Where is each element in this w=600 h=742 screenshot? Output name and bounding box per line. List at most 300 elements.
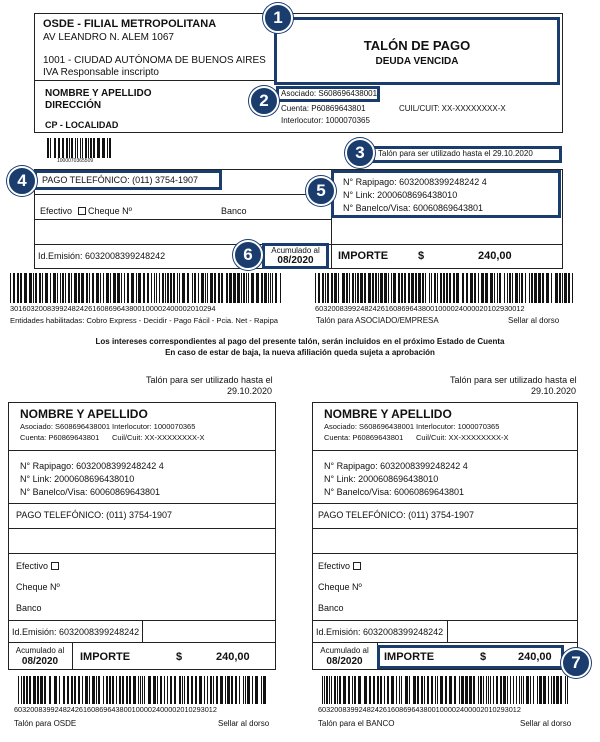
barcode-bar	[461, 676, 464, 704]
barcode-bar	[97, 138, 100, 158]
barcode-bar	[96, 676, 97, 704]
barcode-bar	[233, 273, 236, 303]
barcode-bar	[391, 273, 392, 303]
barcode-bar	[214, 273, 216, 303]
client-cuil: CUIL/CUIT: XX-XXXXXXXX-X	[399, 104, 506, 113]
barcode-bar	[63, 676, 65, 704]
barcode-bar	[411, 273, 414, 303]
barcode-bar	[490, 676, 491, 704]
org-address: AV LEANDRO N. ALEM 1067	[43, 32, 174, 43]
barcode-bar	[434, 273, 436, 303]
left-valid-line1: Talón para ser utilizado hasta el	[146, 375, 273, 385]
barcode-bar	[425, 273, 426, 303]
barcode-bar	[462, 273, 464, 303]
right-coupon-currency: $	[480, 651, 487, 663]
barcode-bar	[199, 676, 202, 704]
barcode-bar	[138, 676, 139, 704]
barcode-bar	[229, 273, 232, 303]
barcode-bar	[109, 676, 111, 704]
barcode-bar	[560, 676, 562, 704]
barcode-bar	[516, 676, 517, 704]
barcode-bar	[324, 676, 325, 704]
barcode-bar	[109, 138, 111, 158]
right-coupon-line-b	[312, 503, 578, 504]
right-coupon-efectivo	[318, 561, 361, 571]
barcode-bar	[480, 676, 482, 704]
barcode-bar	[50, 138, 51, 158]
barcode-bar	[521, 676, 522, 704]
barcode-bar	[337, 676, 338, 704]
barcode-bar	[162, 273, 164, 303]
barcode-bar	[147, 273, 149, 303]
barcode-bar	[177, 273, 178, 303]
right-coupon-emision: Id.Emisión: 6032008399248242	[316, 627, 444, 637]
barcode-bar	[534, 273, 537, 303]
left-coupon-cuenta: Cuenta: P60869643801	[20, 433, 100, 442]
barcode-bar	[192, 273, 193, 303]
barcode-bar	[62, 138, 64, 158]
right-coupon-cheque: Cheque Nº	[318, 582, 362, 592]
barcode-bar	[207, 273, 208, 303]
right-valid-line1: Talón para ser utilizado hasta el	[450, 375, 577, 385]
barcode-bar	[216, 676, 218, 704]
barcode-bar	[110, 273, 111, 303]
barcode-bar	[504, 273, 505, 303]
barcode-bar	[204, 676, 205, 704]
barcode-bar	[96, 273, 99, 303]
sellar-text-right: Sellar al dorso	[520, 719, 572, 728]
barcode-bar	[564, 273, 567, 303]
barcode-bar	[92, 676, 95, 704]
barcode-bar	[116, 676, 117, 704]
barcode-bar	[373, 676, 375, 704]
right-efectivo-checkbox[interactable]	[353, 562, 361, 570]
importe-label: IMPORTE	[338, 250, 389, 262]
barcode-bar	[380, 676, 382, 704]
barcode-bar	[78, 676, 80, 704]
barcode-bar	[513, 676, 514, 704]
barcode-bar	[103, 273, 104, 303]
barcode-bar	[384, 273, 387, 303]
barcode-bar	[331, 273, 333, 303]
barcode-bar	[348, 676, 350, 704]
barcode-bar	[165, 273, 166, 303]
barcode-bar	[503, 676, 506, 704]
barcode-bar	[88, 138, 89, 158]
badge-4-icon: 4	[7, 166, 37, 196]
barcode-bar	[478, 273, 479, 303]
barcode-bar	[129, 676, 131, 704]
right-coupon-amount: 240,00	[518, 651, 552, 663]
barcode-bar	[82, 138, 83, 158]
barcode-bar	[59, 676, 60, 704]
right-coupon-name: NOMBRE Y APELLIDO	[324, 407, 452, 421]
left-coupon-line-b	[8, 503, 276, 504]
left-coupon-line-d	[8, 553, 276, 554]
barcode-bar	[421, 676, 423, 704]
barcode-bar	[44, 676, 46, 704]
right-coupon-acumulado-date: 08/2020	[326, 656, 363, 667]
barcode-bar	[496, 676, 498, 704]
barcode-bar	[478, 676, 479, 704]
barcode-bar	[538, 273, 541, 303]
code-link: N° Link: 2000608696438010	[343, 190, 458, 200]
barcode-bar	[453, 273, 455, 303]
barcode-bar	[220, 676, 223, 704]
barcode-bar	[23, 676, 25, 704]
left-coupon-rapipago: N° Rapipago: 6032008399248242 4	[20, 461, 164, 471]
barcode-bar	[100, 273, 101, 303]
barcode-bar	[69, 138, 70, 158]
barcode-bar	[263, 676, 266, 704]
barcode-left-number: 30160320083992482426160869643800100002400002010294	[10, 304, 216, 313]
left-coupon-importe: IMPORTE	[80, 651, 131, 663]
barcode-bar	[213, 676, 214, 704]
badge-7-icon: 7	[561, 648, 591, 678]
sellar-text-left: Sellar al dorso	[218, 719, 270, 728]
barcode-bar	[388, 273, 389, 303]
barcode-bar	[57, 273, 58, 303]
barcode-bar	[241, 273, 242, 303]
code-rapipago: N° Rapipago: 6032008399248242 4	[343, 177, 487, 187]
currency-symbol: $	[418, 250, 425, 262]
barcode-bar	[86, 273, 88, 303]
barcode-bar	[331, 676, 332, 704]
barcode-bar	[106, 676, 108, 704]
barcode-bar	[565, 676, 566, 704]
barcode-bar	[485, 273, 488, 303]
right-coupon-line-a	[312, 450, 578, 451]
barcode-bar	[446, 273, 448, 303]
barcode-bar	[106, 273, 109, 303]
barcode-bar	[221, 273, 223, 303]
barcode-bar	[187, 676, 189, 704]
left-coupon-emision: Id.Emisión: 6032008399248242	[12, 627, 140, 637]
barcode-bar	[519, 676, 520, 704]
barcode-bar	[33, 273, 34, 303]
barcode-bar	[449, 676, 452, 704]
barcode-bar	[167, 273, 169, 303]
right-coupon-acumulado-label: Acumulado al	[320, 646, 369, 655]
barcode-bar	[509, 273, 511, 303]
barcode-bar	[10, 273, 11, 303]
barcode-bar	[148, 676, 151, 704]
barcode-bar	[113, 273, 116, 303]
barcode-bar	[71, 138, 73, 158]
code-banelco: N° Banelco/Visa: 60060869643801	[343, 203, 484, 213]
barcode-bar	[334, 273, 337, 303]
barcode-bar	[399, 676, 400, 704]
barcode-bar	[237, 273, 240, 303]
barcode-bar	[318, 273, 320, 303]
barcode-bar	[191, 676, 193, 704]
efectivo-checkbox[interactable]	[78, 207, 86, 215]
barcode-bar	[243, 273, 245, 303]
barcode-bar	[67, 676, 69, 704]
barcode-bar	[440, 273, 442, 303]
barcode-bar	[26, 676, 28, 704]
barcode-bar	[37, 676, 39, 704]
client-name: NOMBRE Y APELLIDO	[45, 88, 152, 99]
barcode-bar	[352, 273, 354, 303]
efectivo-text: Efectivo	[40, 206, 73, 216]
barcode-bar	[198, 273, 199, 303]
barcode-bar	[107, 138, 108, 158]
org-iva: IVA Responsable inscripto	[43, 67, 159, 78]
left-coupon-banelco: N° Banelco/Visa: 60060869643801	[20, 487, 161, 497]
barcode-bar	[184, 676, 185, 704]
barcode-left	[10, 273, 282, 303]
barcode-bar	[531, 273, 533, 303]
barcode-bar	[231, 676, 233, 704]
barcode-bar	[179, 273, 180, 303]
barcode-bar	[20, 273, 22, 303]
barcode-bar	[375, 273, 377, 303]
barcode-bar	[58, 138, 60, 158]
barcode-bar	[207, 676, 208, 704]
talon-banco-text: Talón para el BANCO	[318, 719, 395, 728]
talon-subtitle: DEUDA VENCIDA	[375, 56, 459, 67]
barcode-bar	[144, 676, 145, 704]
barcode-right	[315, 273, 575, 303]
barcode-bar	[78, 273, 80, 303]
barcode-bar	[418, 273, 421, 303]
barcode-bar	[483, 676, 484, 704]
barcode-bar	[357, 273, 359, 303]
barcode-bar	[256, 273, 259, 303]
barcode-bar	[417, 676, 419, 704]
barcode-bar	[521, 273, 523, 303]
barcode-bar	[40, 676, 43, 704]
barcode-bar	[334, 676, 336, 704]
emision-text: Id.Emisión: 6032008399248242	[38, 251, 166, 261]
form-row-1	[34, 194, 331, 195]
talon-title: TALÓN DE PAGO	[363, 38, 471, 53]
barcode-bar	[539, 676, 542, 704]
barcode-bar	[364, 676, 367, 704]
badge-6-icon: 6	[233, 240, 263, 270]
barcode-bar	[54, 676, 57, 704]
barcode-bar	[102, 138, 105, 158]
barcode-bar	[449, 273, 451, 303]
barcode-bar	[261, 273, 263, 303]
barcode-bar	[90, 138, 92, 158]
barcode-bar	[156, 273, 157, 303]
barcode-bar	[546, 273, 549, 303]
barcode-bar	[255, 676, 258, 704]
barcode-bar	[82, 676, 83, 704]
barcode-bar	[24, 273, 27, 303]
notice-line-1: Los intereses correspondientes al pago del presente talón, serán incluidos en el próximo Estado de Cuenta	[95, 337, 505, 346]
left-coupon-name: NOMBRE Y APELLIDO	[20, 407, 148, 421]
barcode-bar	[512, 273, 513, 303]
client-interlocutor: Interlocutor: 1000070365	[281, 116, 370, 125]
barcode-bar	[89, 273, 90, 303]
barcode-bar	[131, 273, 134, 303]
barcode-bar	[272, 273, 273, 303]
barcode-bar	[473, 676, 475, 704]
barcode-bar	[39, 273, 41, 303]
barcode-bar	[42, 273, 43, 303]
barcode-bar	[77, 138, 78, 158]
barcode-bar	[251, 273, 254, 303]
barcode-bar	[469, 676, 472, 704]
barcode-bar	[398, 273, 400, 303]
barcode-bar	[210, 273, 213, 303]
barcode-bar	[60, 273, 61, 303]
barcode-bar	[136, 273, 137, 303]
barcode-bar	[133, 676, 136, 704]
barcode-bar	[201, 273, 204, 303]
barcode-bar	[173, 273, 175, 303]
left-efectivo-text: Efectivo	[16, 561, 49, 571]
barcode-bar	[456, 273, 459, 303]
left-coupon-line-a	[8, 450, 276, 451]
barcode-bar	[470, 273, 473, 303]
left-coupon-acumulado-label: Acumulado al	[15, 646, 65, 655]
barcode-bar	[246, 273, 247, 303]
barcode-bar	[443, 273, 445, 303]
banco-label: Banco	[221, 206, 247, 216]
barcode-bar	[93, 138, 95, 158]
barcode-bar	[66, 138, 68, 158]
barcode-bar	[372, 273, 374, 303]
right-coupon-phone: PAGO TELEFÓNICO: (011) 3754-1907	[318, 510, 475, 520]
right-coupon-asociado: Asociado: S608696438001	[324, 422, 415, 431]
barcode-bar	[174, 676, 176, 704]
barcode-bar	[377, 676, 379, 704]
barcode-bar	[182, 676, 183, 704]
barcode-bar	[65, 273, 66, 303]
sellar-text-top: Sellar al dorso	[508, 316, 560, 325]
barcode-bar	[384, 676, 385, 704]
barcode-bar	[252, 676, 253, 704]
right-emision-divider	[447, 620, 448, 642]
acumulado-label: Acumulado al	[271, 246, 320, 255]
barcode-bar	[21, 676, 22, 704]
barcode-bar	[151, 273, 152, 303]
barcode-bar	[349, 273, 350, 303]
barcode-bar	[17, 273, 19, 303]
barcode-bar	[275, 273, 277, 303]
left-coupon-efectivo	[16, 561, 59, 571]
barcode-bar	[154, 273, 155, 303]
valid-until-text: Talón para ser utilizado hasta el 29.10.2020	[378, 149, 533, 158]
barcode-bar	[315, 273, 316, 303]
barcode-bar	[210, 676, 212, 704]
barcode-bar	[264, 273, 267, 303]
left-coupon-acumulado-date: 08/2020	[21, 656, 59, 667]
left-coupon-cuil: Cuil/Cuit: XX-XXXXXXXX-X	[112, 433, 205, 442]
barcode-bar	[248, 273, 249, 303]
barcode-bar	[500, 676, 502, 704]
phone-text: PAGO TELEFÓNICO: (011) 3754-1907	[42, 175, 199, 185]
barcode-bar	[71, 676, 73, 704]
barcode-bar	[429, 273, 430, 303]
right-coupon-barcode-number: 60320083992482426160869643800100002400002010293012	[318, 705, 521, 714]
barcode-bar	[519, 273, 520, 303]
barcode-bar	[138, 273, 141, 303]
barcode-bar	[13, 273, 15, 303]
barcode-bar	[68, 273, 70, 303]
barcode-bar	[62, 273, 64, 303]
barcode-bar	[153, 676, 156, 704]
barcode-bar	[112, 676, 114, 704]
barcode-bar	[445, 676, 447, 704]
barcode-bar	[195, 676, 197, 704]
barcode-bar	[182, 273, 185, 303]
left-efectivo-checkbox[interactable]	[51, 562, 59, 570]
barcode-bar	[401, 676, 402, 704]
barcode-bar	[89, 676, 90, 704]
barcode-bar	[556, 676, 559, 704]
barcode-bar	[488, 676, 489, 704]
barcode-bar	[360, 273, 363, 303]
barcode-bar	[481, 273, 484, 303]
barcode-bar	[572, 273, 573, 303]
barcode-bar	[354, 676, 356, 704]
barcode-bar	[98, 676, 100, 704]
barcode-bar	[507, 676, 508, 704]
barcode-bar	[346, 273, 348, 303]
small-barcode-number: 1000070365509	[57, 158, 94, 164]
barcode-bar	[49, 676, 51, 704]
left-coupon-line-f	[8, 642, 276, 643]
barcode-bar	[50, 273, 51, 303]
badge-5-icon: 5	[306, 176, 336, 206]
barcode-bar	[187, 273, 189, 303]
barcode-bar	[226, 273, 228, 303]
barcode-bar	[329, 676, 330, 704]
barcode-bar	[507, 273, 508, 303]
barcode-bar	[369, 676, 371, 704]
barcode-bar	[494, 273, 495, 303]
barcode-bar	[352, 676, 353, 704]
barcode-bar	[499, 273, 501, 303]
barcode-bar	[515, 273, 518, 303]
barcode-bar	[542, 273, 544, 303]
right-coupon-barcode	[322, 676, 572, 704]
barcode-bar	[74, 273, 77, 303]
barcode-bar	[159, 273, 160, 303]
barcode-bar	[364, 273, 366, 303]
talon-asociado-text: Talón para ASOCIADO/EMPRESA	[316, 316, 439, 325]
barcode-bar	[466, 273, 468, 303]
barcode-bar	[142, 676, 143, 704]
barcode-bar	[401, 273, 403, 303]
barcode-bar	[431, 676, 433, 704]
barcode-bar	[227, 676, 230, 704]
barcode-bar	[486, 676, 487, 704]
left-acumulado-divider	[72, 642, 73, 670]
barcode-bar	[465, 676, 468, 704]
barcode-bar	[245, 676, 246, 704]
barcode-bar	[127, 273, 129, 303]
left-coupon-barcode	[18, 676, 268, 704]
barcode-bar	[490, 273, 493, 303]
talon-osde-text: Talón para OSDE	[14, 719, 77, 728]
barcode-bar	[270, 273, 271, 303]
barcode-bar	[368, 273, 371, 303]
barcode-bar	[380, 273, 383, 303]
barcode-bar	[85, 138, 87, 158]
right-coupon-line-d	[312, 553, 578, 554]
barcode-bar	[126, 676, 128, 704]
barcode-bar	[413, 676, 416, 704]
right-coupon-cuenta: Cuenta: P60869643801	[324, 433, 404, 442]
left-coupon-amount: 240,00	[216, 651, 250, 663]
header-divider	[34, 80, 274, 81]
